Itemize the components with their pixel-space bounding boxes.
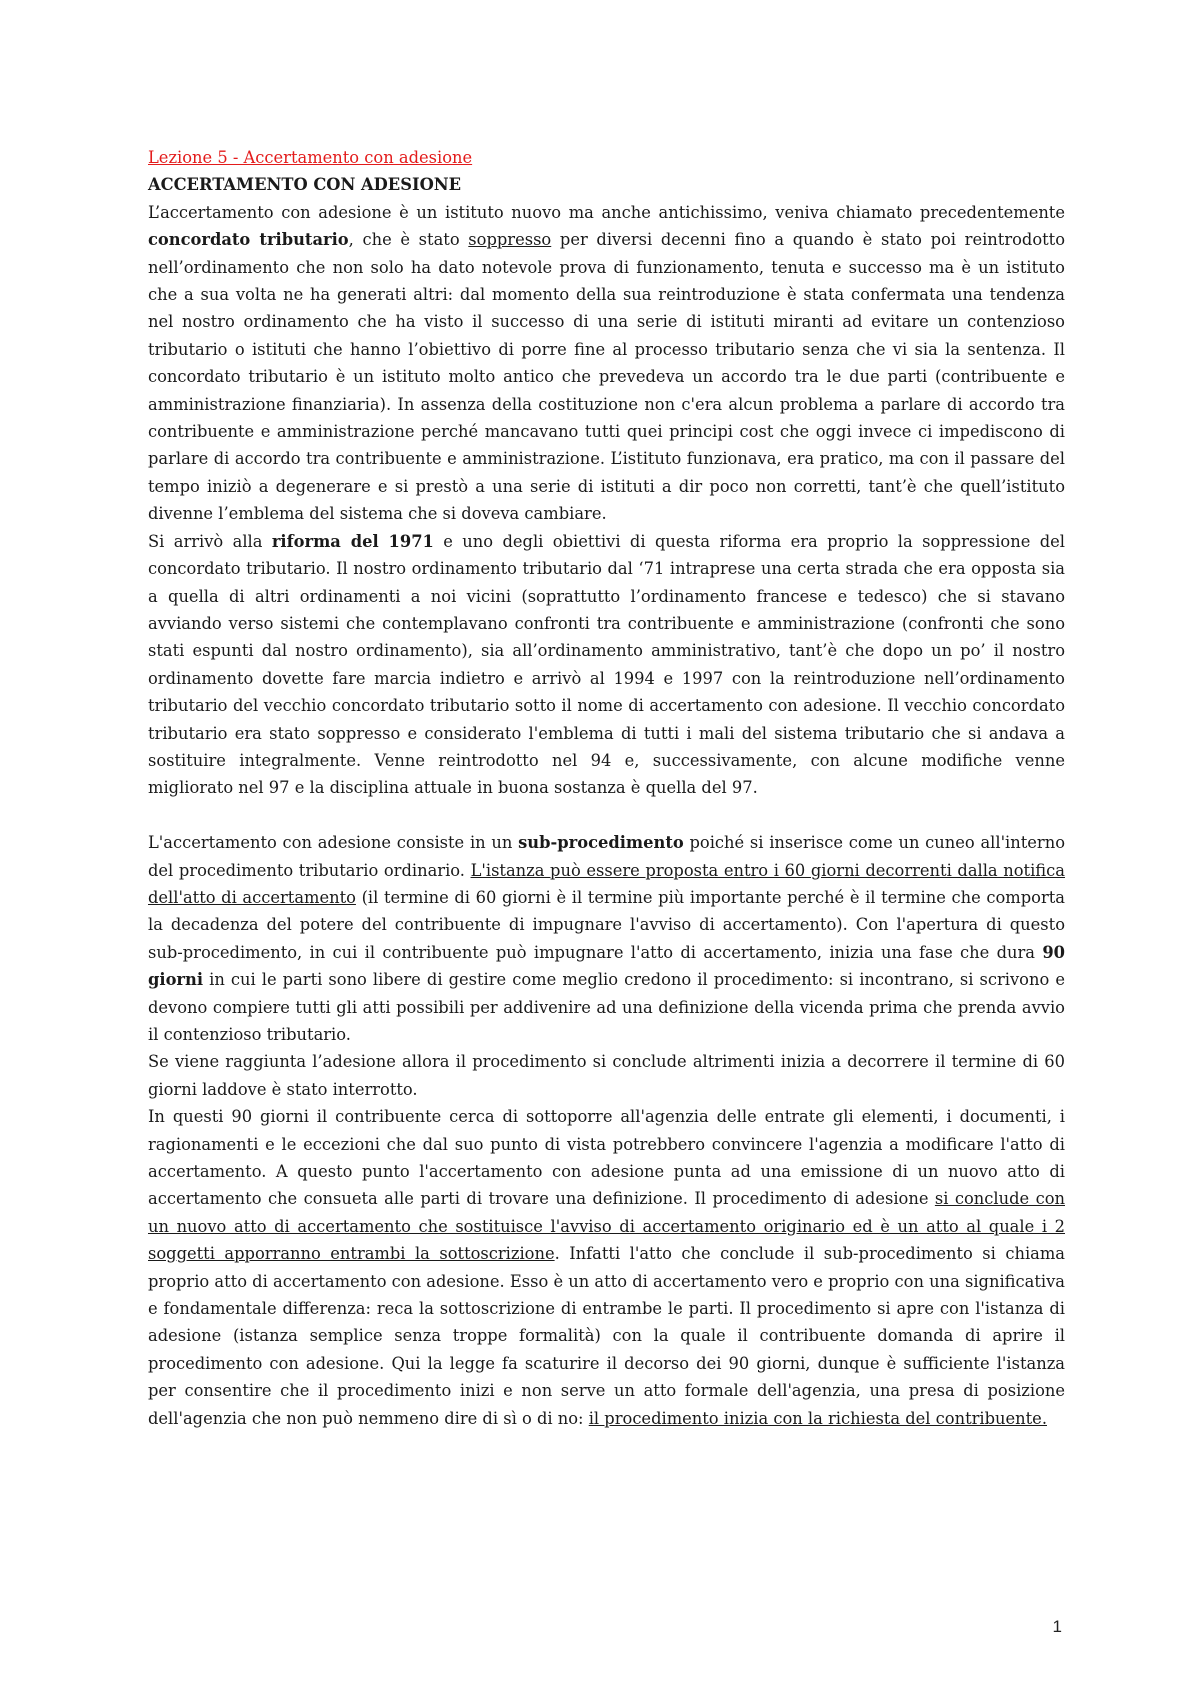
p2-text-c: e uno degli obiettivi di questa riforma era proprio la soppressione del concordato tributario. Il nostro ordinamento tributario dal ‘71 intraprese una certa strada che era opposta sia a quella di altri ordinamenti a noi vicini (soprattutto l’ordinamento francese e tedesco) che si stavano avviando verso sistemi che contemplavano confronti tra contribuente e amministrazione (confronti che sono stati espunti dal nostro ordinamento), sia all’ordinamento amministrativo, tant’è che dopo un po’ il nostro ordinamento dovette fare marcia indietro e arrivò al 1994 e 1997 con la reintroduzione nell’ordinamento tributario del vecchio concordato tributario sotto il nome di accertamento con adesione. Il vecchio concordato tributario era stato soppresso e considerato l'emblema di tutti i mali del sistema tributario che si andava a sostituire integralmente. Venne reintrodotto nel 94 e, successivamente, con alcune modifiche venne migliorato nel 97 e la disciplina attuale in buona sostanza è quella del 97. — [148, 531, 1066, 798]
p1-text-e: per diversi decenni fino a quando è stato poi reintrodotto nell’ordinamento che non solo ha dato notevole prova di funzionamento, tenuta e successo ma è un istituto che a sua volta ne ha generati altri: dal momento della sua reintroduzione è stata confermata una tendenza nel nostro ordinamento che ha visto il successo di una serie di istituti miranti ad evitare un contenzioso tributario o istituti che hanno l’obiettivo di porre fine al processo tributario senza che vi sia la sentenza. Il concordato tributario è un istituto molto antico che prevedeva un accordo tra le due parti (contribuente e amministrazione finanziaria). In assenza della costituzione non c'era alcun problema a parlare di accordo tra contribuente e amministrazione perché mancavano tutti quei principi cost che oggi invece ci impediscono di parlare di accordo tra contribuente e amministrazione. L’istituto funzionava, era pratico, ma con il passare del tempo iniziò a degenerare e si prestò a una serie di istituti a dir poco non corretti, tant’è che quell’istituto divenne l’emblema del sistema che si doveva cambiare. — [148, 230, 1066, 524]
p2-text-a: Si arrivò alla — [148, 531, 272, 551]
p3-text-g: in cui le parti sono libere di gestire come meglio credono il procedimento: si incontrano, si scrivono e devono compiere tutti gli atti possibili per addivenire ad una definizione della vicenda prima che prenda avvio il contenzioso tributario. — [148, 970, 1065, 1044]
document-body — [148, 144, 1065, 1432]
p3-bold-days: 90 giorni — [148, 942, 1065, 990]
p1-text-c: , che è stato — [348, 230, 469, 250]
paragraph-3 — [148, 829, 1065, 1048]
p5-text-c: . Infatti l'atto che conclude il sub-procedimento si chiama proprio atto di accertamento con adesione. Esso è un atto di accertamento vero e proprio con una significativa e fondamentale differenza: reca la sottoscrizione di entrambe le parti. Il procedimento si apre con l'istanza di adesione (istanza semplice senza troppe formalità) con la quale il contribuente domanda di aprire il procedimento con adesione. Qui la legge fa scaturire il decorso dei 90 giorni, dunque è sufficiente l'istanza per consentire che il procedimento inizi e non serve un atto formale dell'agenzia, una presa di posizione dell'agenzia che non può nemmeno dire di sì o di no: — [148, 1244, 1066, 1428]
paragraph-1 — [148, 199, 1065, 528]
p2-bold-term: riforma del 1971 — [271, 531, 434, 551]
paragraph-4: Se viene raggiunta l’adesione allora il procedimento si conclude altrimenti inizia a decorrere il termine di 60 giorni laddove è stato interrotto. — [148, 1052, 1065, 1099]
p3-underline: L'istanza può essere proposta entro i 60 giorni decorrenti dalla notifica dell'atto di accertamento — [148, 860, 1065, 907]
paragraph-5 — [148, 1103, 1065, 1432]
p3-text-c: poiché si inserisce come un cuneo all'interno del procedimento tributario ordinario. — [148, 833, 1065, 880]
p3-bold-term: sub-procedimento — [518, 833, 684, 853]
p5-text-a: In questi 90 giorni il contribuente cerca di sottoporre all'agenzia delle entrate gli elementi, i documenti, i ragionamenti e le eccezioni che dal suo punto di vista potrebbero convincere l'agenzia a modificare l'atto di accertamento. A questo punto l'accertamento con adesione punta ad una emissione di un nuovo atto di accertamento che consueta alle parti di trovare una definizione. Il procedimento di adesione — [148, 1107, 1065, 1209]
p1-text-a: L’accertamento con adesione è un istituto nuovo ma anche antichissimo, veniva chiamato precedentemente — [148, 202, 1065, 222]
paragraph-gap — [148, 802, 1065, 829]
p1-underline: soppresso — [468, 230, 552, 250]
p1-bold-term: concordato tributario — [148, 230, 349, 250]
lesson-title-link[interactable]: Lezione 5 - Accertamento con adesione — [148, 148, 473, 167]
p5-underline-2: il procedimento inizia con la richiesta del contribuente. — [588, 1408, 1047, 1428]
page-number: 1 — [1052, 1617, 1062, 1636]
paragraph-2 — [148, 528, 1065, 802]
p3-text-a: L'accertamento con adesione consiste in un — [148, 833, 519, 853]
p5-underline-1: si conclude con un nuovo atto di accertamento che sostituisce l'avviso di accertamento originario ed è un atto al quale i 2 soggetti apporranno entrambi la sottoscrizione — [148, 1189, 1065, 1264]
section-heading: ACCERTAMENTO CON ADESIONE — [148, 175, 462, 195]
p3-text-e: (il termine di 60 giorni è il termine più importante perché è il termine che comporta la decadenza del potere del contribuente di impugnare l'avviso di accertamento). Con l'apertura di questo sub-procedimento, in cui il contribuente può impugnare l'atto di accertamento, inizia una fase che dura — [148, 887, 1065, 962]
